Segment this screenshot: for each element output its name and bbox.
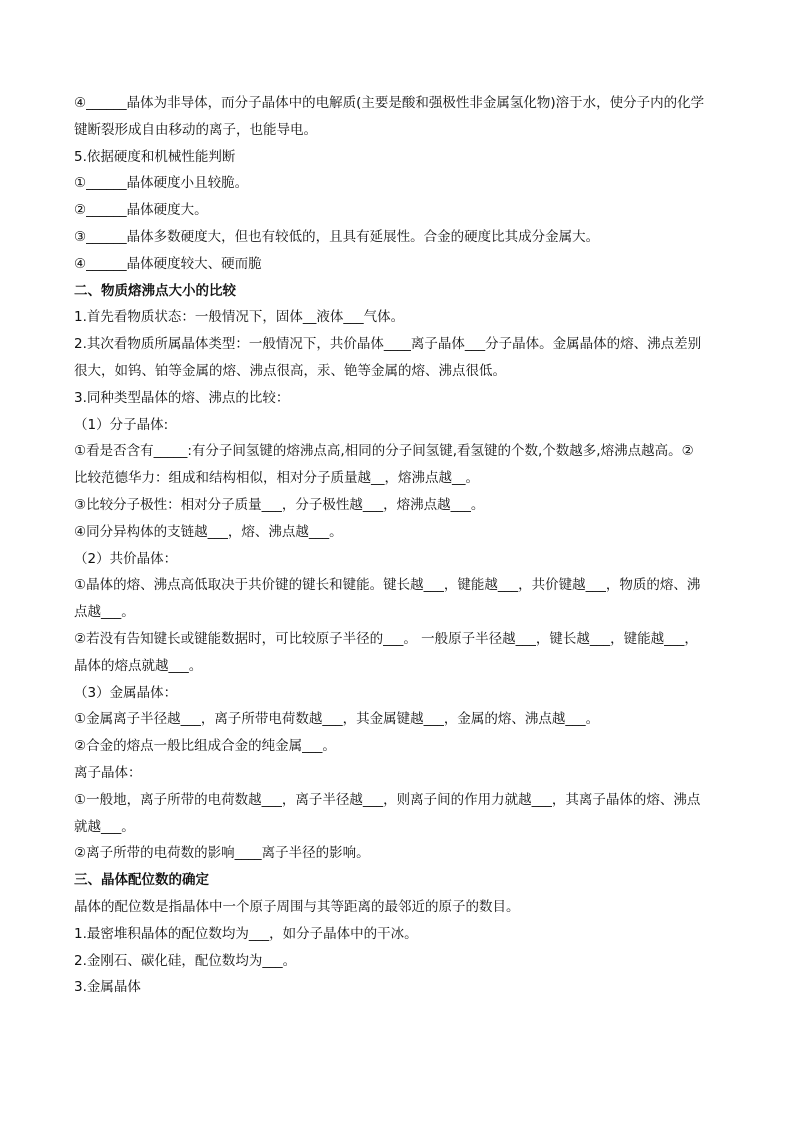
text-line-polarity: ③比较分子极性：相对分子质量___，分子极性越___，熔沸点越___。 [74,496,485,513]
text-line-metal-variance: 很大，如钨、铂等金属的熔、沸点很高，汞、铯等金属的熔、沸点很低。 [74,362,506,379]
section-heading-coordination: 三、晶体配位数的确定 [74,872,209,889]
text-line-metal-crystal: 3.金属晶体 [74,979,141,996]
text-line-hardness-1: ①______晶体硬度小且较脆。 [74,175,249,192]
text-line-state-compare: 1.首先看物质状态：一般情况下，固体__液体___气体。 [74,309,405,326]
text-line-charge-vs-radius: ②离子所带的电荷数的影响____离子半径的影响。 [74,845,370,862]
text-line-bond-break-conduct: 键断裂形成自由移动的离子，也能导电。 [74,121,317,138]
text-line-ionic-charge-cont: 就越___。 [74,818,135,835]
text-line-coordination-definition: 晶体的配位数是指晶体中一个原子周围与其等距离的最邻近的原子的数目。 [74,898,520,915]
text-line-bond-length-energy: ①晶体的熔、沸点高低取决于共价键的键长和键能。键长越___，键能越___，共价键越___，物质的熔、沸 [74,577,701,594]
text-line-hardness-3: ③______晶体多数硬度大，但也有较低的，且具有延展性。合金的硬度比其成分金属大。 [74,228,600,245]
text-line-atomic-radius: ②若没有告知键长或键能数据时，可比较原子半径的___。 一般原子半径越___，键长越___，键能越___， [74,630,698,647]
text-line-hydrogen-bond: ①看是否含有_____:有分子间氢键的熔沸点高,相同的分子间氢键,看氢键的个数,个数越多,熔沸点越高。② [74,443,694,460]
text-line-metallic-heading: （3）金属晶体： [74,684,178,701]
text-line-molecular-heading: （1）分子晶体: [74,416,169,433]
text-line-metal-ion-radius: ①金属离子半径越___，离子所带电荷数越___，其金属键越___，金属的熔、沸点越___。 [74,711,600,728]
text-line-isomer-branch: ④同分异构体的支链越___，熔、沸点越___。 [74,523,343,540]
text-line-hardness-2: ②______晶体硬度大。 [74,202,208,219]
text-line-hardness-4: ④______晶体硬度较大、硬而脆 [74,255,262,272]
text-line-atomic-radius-cont: 晶体的熔点就越___。 [74,657,203,674]
text-line-covalent-heading: （2）共价晶体： [74,550,178,567]
text-line-bond-length-energy-cont: 点越___。 [74,604,135,621]
section-heading-melting-points: 二、物质熔沸点大小的比较 [74,282,236,299]
text-line-ionic-charge: ①一般地，离子所带的电荷数越___，离子半径越___，则离子间的作用力就越___，其离子晶体的熔、沸点 [74,791,701,808]
text-line-hardness-metal-nonconductor: ④______晶体为非导体，而分子晶体中的电解质(主要是酸和强极性非金属氢化物)溶于水，使分子内的化学 [74,95,705,111]
text-line-van-der-waals: 比较范德华力：组成和结构相似，相对分子质量越__，熔沸点越__。 [74,470,479,487]
text-line-close-packing: 1.最密堆积晶体的配位数均为___，如分子晶体中的干冰。 [74,925,418,942]
text-line-hardness-heading: 5.依据硬度和机械性能判断 [74,148,236,165]
text-line-alloy-melting: ②合金的熔点一般比组成合金的纯金属___。 [74,738,336,755]
document-page [74,90,724,1001]
text-line-ionic-heading: 离子晶体： [74,764,142,781]
text-line-crystal-type-compare: 2.其次看物质所属晶体类型：一般情况下，共价晶体____离子晶体___分子晶体。金属晶体的熔、沸点差别 [74,336,702,353]
text-line-diamond-sic: 2.金刚石、碳化硅，配位数均为___。 [74,952,297,969]
text-line-same-type-heading: 3.同种类型晶体的熔、沸点的比较： [74,389,290,406]
